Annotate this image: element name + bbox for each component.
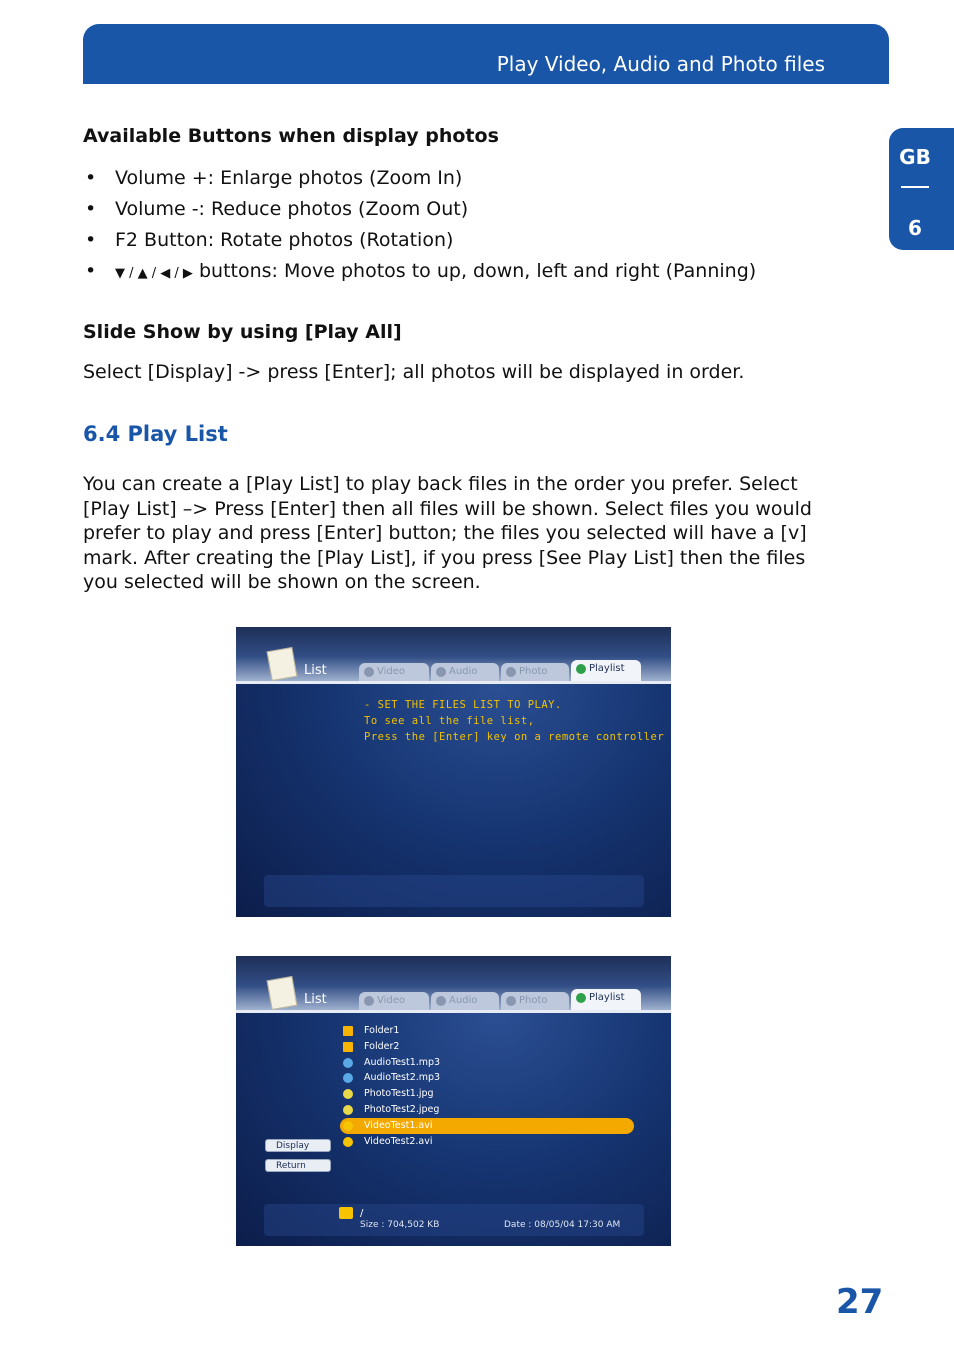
list-item: • F2 Button: Rotate photos (Rotation) — [83, 226, 756, 257]
list-item[interactable] — [340, 1134, 634, 1150]
tab-label: Playlist — [589, 992, 625, 1003]
video-icon — [343, 1121, 353, 1131]
list-item[interactable] — [340, 1023, 634, 1039]
file-name: Folder1 — [364, 1025, 400, 1036]
list-item: • Volume +: Enlarge photos (Zoom In) — [83, 164, 756, 195]
file-name: Folder2 — [364, 1040, 400, 1052]
file-date: Date : 08/05/04 17:30 AM — [504, 1220, 621, 1230]
folder-icon — [343, 1026, 353, 1036]
camera-icon — [506, 996, 516, 1006]
status-bar — [264, 875, 644, 907]
file-name: PhotoTest2.jpeg — [364, 1103, 440, 1115]
list-item: • Volume -: Reduce photos (Zoom Out) — [83, 195, 756, 226]
screenshot-playlist-empty — [236, 627, 671, 917]
playlist-message — [364, 697, 664, 745]
playlist-icon — [576, 664, 586, 674]
tab-label: Photo — [519, 666, 548, 677]
photo-buttons-list — [83, 164, 756, 288]
list-label: List — [304, 992, 327, 1007]
list-label: List — [304, 663, 327, 678]
slide-show-text: Select [Display] -> press [Enter]; all photos will be displayed in order. — [83, 361, 745, 383]
current-path: / — [360, 1208, 364, 1219]
file-name: AudioTest2.mp3 — [364, 1072, 441, 1084]
page-number: 27 — [836, 1282, 884, 1322]
play-list-paragraph: You can create a [Play List] to play back files in the order you prefer. Select [Play List] –> Press [Enter] then all files will be shown. Select files you would prefer to play and press [Enter] button; the files you selected will have a [v] mark. After creating the [Play List], if you press [See Play List] then the files you selected will be shown on the screen. — [83, 473, 812, 593]
chapter-tab — [889, 128, 954, 250]
tab-label: Video — [377, 666, 406, 677]
message-line: Press the [Enter] key on a remote controller — [364, 731, 665, 743]
page-header — [83, 24, 889, 84]
tab-video[interactable] — [359, 992, 429, 1010]
display-button[interactable]: Display — [265, 1139, 331, 1152]
audio-icon — [436, 667, 446, 677]
arrow-keys-icon: ▼ / ▲ / ◀ / ▶ — [115, 266, 193, 281]
file-list — [340, 1023, 634, 1149]
tab-audio[interactable] — [431, 663, 499, 681]
tab-label: Audio — [449, 666, 478, 677]
list-icon — [267, 976, 298, 1010]
tab-divider — [901, 186, 929, 188]
return-button[interactable]: Return — [265, 1159, 331, 1172]
tab-label: Photo — [519, 995, 548, 1006]
photo-buttons-heading: Available Buttons when display photos — [83, 125, 499, 147]
folder-open-icon — [339, 1207, 353, 1219]
tab-playlist[interactable] — [571, 660, 641, 681]
tab-audio[interactable] — [431, 992, 499, 1010]
list-item[interactable] — [340, 1039, 634, 1055]
folder-icon — [343, 1042, 353, 1052]
video-icon — [364, 667, 374, 677]
tab-photo[interactable] — [501, 992, 569, 1010]
file-name: VideoTest2.avi — [364, 1135, 433, 1147]
audio-icon — [343, 1058, 353, 1068]
audio-icon — [436, 996, 446, 1006]
list-item[interactable] — [340, 1055, 634, 1071]
chapter-number: 6 — [908, 216, 922, 240]
camera-icon — [506, 667, 516, 677]
menu-divider — [236, 681, 671, 684]
message-line: - SET THE FILES LIST TO PLAY. — [364, 699, 562, 711]
video-icon — [343, 1137, 353, 1147]
section-heading: 6.4 Play List — [83, 422, 228, 446]
list-item[interactable] — [340, 1102, 634, 1118]
file-name: VideoTest1.avi — [364, 1119, 433, 1131]
slide-show-heading: Slide Show by using [Play All] — [83, 321, 402, 343]
list-item-selected[interactable] — [340, 1118, 634, 1134]
list-item — [83, 257, 756, 288]
file-name: PhotoTest1.jpg — [364, 1088, 434, 1100]
tab-label: Playlist — [589, 663, 625, 674]
video-icon — [364, 996, 374, 1006]
file-name: AudioTest1.mp3 — [364, 1056, 441, 1068]
language-code: GB — [899, 145, 931, 169]
list-item[interactable] — [340, 1086, 634, 1102]
tab-video[interactable] — [359, 663, 429, 681]
header-title: Play Video, Audio and Photo files — [496, 52, 825, 76]
arrow-keys-text: buttons: Move photos to up, down, left and right (Panning) — [198, 260, 757, 282]
photo-icon — [343, 1105, 353, 1115]
tab-playlist[interactable] — [571, 989, 641, 1010]
menu-divider — [236, 1010, 671, 1013]
screenshot-playlist-files — [236, 956, 671, 1246]
file-size: Size : 704,502 KB — [360, 1220, 440, 1230]
photo-icon — [343, 1089, 353, 1099]
message-line: To see all the file list, — [364, 715, 535, 727]
playlist-icon — [576, 993, 586, 1003]
tab-label: Audio — [449, 995, 478, 1006]
list-item[interactable] — [340, 1070, 634, 1086]
list-icon — [267, 647, 298, 681]
audio-icon — [343, 1073, 353, 1083]
tab-label: Video — [377, 995, 406, 1006]
tab-photo[interactable] — [501, 663, 569, 681]
